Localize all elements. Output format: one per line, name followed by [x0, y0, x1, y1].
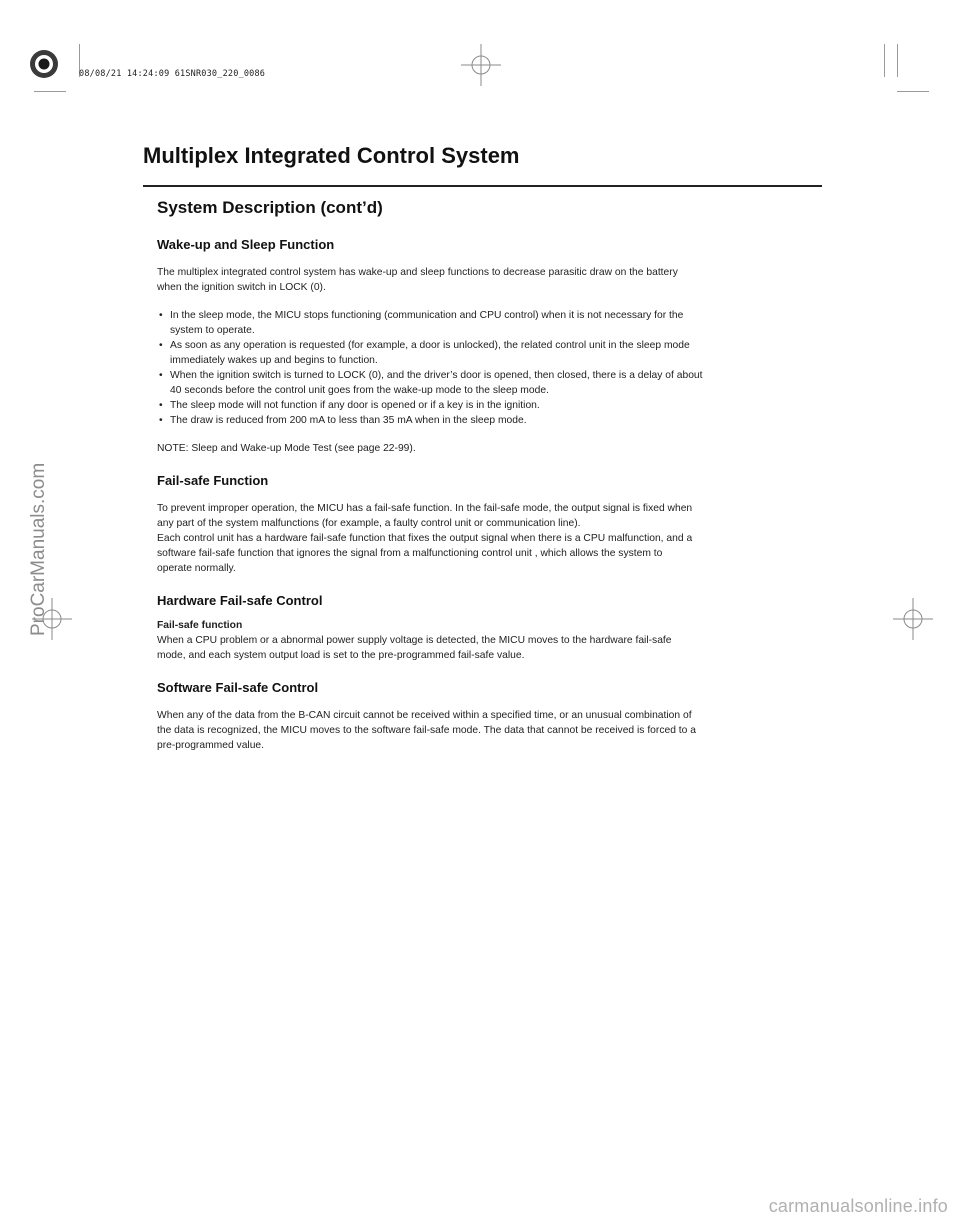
wake-up-sleep-section	[157, 237, 817, 456]
wake-up-sleep-bullets	[157, 308, 817, 428]
crosshair-icon	[460, 44, 504, 88]
hardware-fail-safe-section	[157, 593, 817, 663]
wake-up-sleep-heading: Wake-up and Sleep Function	[157, 237, 335, 252]
list-item	[157, 338, 817, 368]
section-title: System Description (cont’d)	[157, 198, 383, 217]
list-item-line-1: As soon as any operation is requested (for example, a door is unlocked), the related control unit in the sleep mode	[170, 340, 690, 351]
side-watermark-text: ProCarManuals.com	[28, 462, 49, 636]
paragraph-line: operate normally.	[157, 563, 236, 574]
footer-watermark: carmanualsonline.info	[768, 1196, 948, 1216]
bullet-icon: •	[159, 400, 163, 411]
list-item-line-1: When the ignition switch is turned to LOCK (0), and the driver’s door is opened, then closed, there is a delay of about	[170, 370, 703, 381]
print-stamp: 08/08/21 14:24:09 61SNR030_220_0086	[79, 69, 266, 79]
paragraph-line: Each control unit has a hardware fail-safe function that fixes the output signal when there is a CPU malfunction, and a	[157, 533, 693, 544]
document-body	[157, 237, 817, 753]
list-item	[157, 308, 817, 338]
list-item-line-1: The sleep mode will not function if any door is opened or if a key is in the ignition.	[170, 400, 540, 411]
list-item	[157, 398, 817, 413]
software-fail-safe-section	[157, 680, 817, 753]
title-rule	[143, 185, 822, 187]
list-item-line-2: 40 seconds before the control unit goes from the wake-up mode to the sleep mode.	[170, 385, 549, 396]
list-item-line-1: In the sleep mode, the MICU stops functioning (communication and CPU control) when it is not necessary for the	[170, 310, 684, 321]
fail-safe-heading: Fail-safe Function	[157, 473, 269, 488]
list-item-line-2: immediately wakes up and begins to function.	[170, 355, 378, 366]
list-item-line-2: system to operate.	[170, 325, 255, 336]
bullet-icon: •	[159, 340, 163, 351]
fail-safe-section	[157, 473, 817, 576]
bullet-icon: •	[159, 415, 163, 426]
list-item	[157, 368, 817, 398]
paragraph-line: any part of the system malfunctions (for example, a faulty control unit or communication line).	[157, 518, 581, 529]
paragraph-line: When any of the data from the B-CAN circuit cannot be received within a specified time, or an unusual combination of	[157, 710, 692, 721]
bullet-icon: •	[159, 370, 163, 381]
paragraph-line: software fail-safe function that ignores the signal from a malfunctioning control unit , which allows the system to	[157, 548, 663, 559]
paragraph-line: the data is recognized, the MICU moves to the software fail-safe mode. The data that cannot be received is forced to a	[157, 725, 696, 736]
intro-line-1: The multiplex integrated control system has wake-up and sleep functions to decrease parasitic draw on the battery	[157, 267, 678, 278]
sleep-test-note: NOTE: Sleep and Wake-up Mode Test (see page 22-99).	[157, 443, 416, 454]
hardware-fail-safe-heading: Hardware Fail-safe Control	[157, 593, 323, 608]
list-item-line-1: The draw is reduced from 200 mA to less than 35 mA when in the sleep mode.	[170, 415, 527, 426]
paragraph-line: To prevent improper operation, the MICU has a fail-safe function. In the fail-safe mode, the output signal is fixed when	[157, 503, 693, 514]
intro-line-2: when the ignition switch in LOCK (0).	[157, 282, 326, 293]
paragraph-line: pre-programmed value.	[157, 740, 265, 751]
list-item	[157, 413, 817, 428]
page-title: Multiplex Integrated Control System	[143, 143, 520, 168]
fail-safe-function-subheading: Fail-safe function	[157, 620, 243, 631]
software-fail-safe-heading: Software Fail-safe Control	[157, 680, 319, 695]
paragraph-line: mode, and each system output load is set to the pre-programmed fail-safe value.	[157, 650, 525, 661]
paragraph-line: When a CPU problem or a abnormal power supply voltage is detected, the MICU moves to the hardware fail-safe	[157, 635, 672, 646]
registration-target-icon	[24, 44, 64, 84]
crosshair-icon-right	[892, 598, 936, 642]
bullet-icon: •	[159, 310, 163, 321]
